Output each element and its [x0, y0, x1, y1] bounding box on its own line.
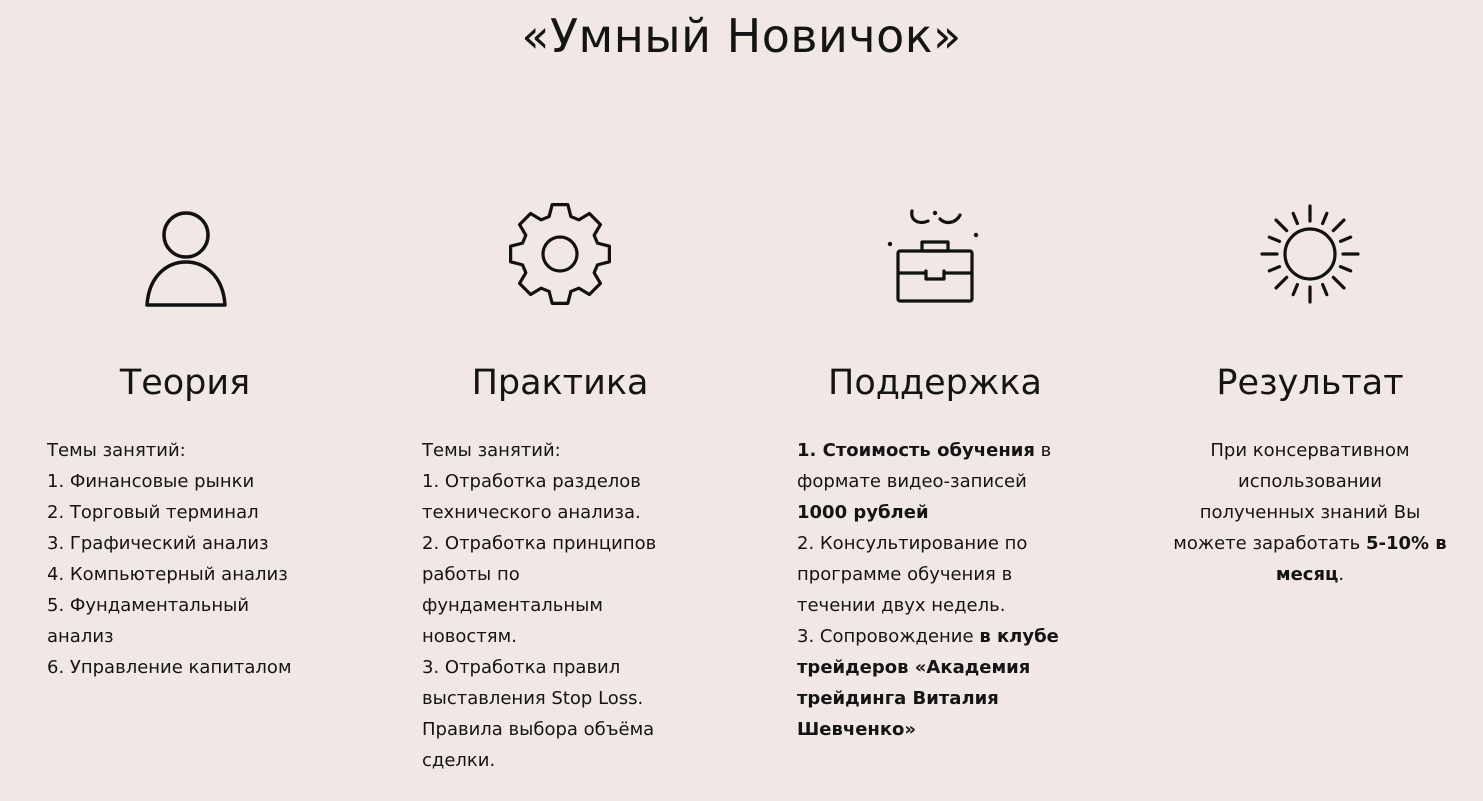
- sun-ray: [1340, 237, 1350, 241]
- body-line: 2. Торговый терминал: [47, 502, 259, 523]
- body-line: 3. Отработка правил: [422, 657, 621, 678]
- body-line: программе обучения в: [797, 564, 1013, 585]
- user-icon-wrap: [35, 190, 335, 318]
- body-line: анализ: [47, 626, 114, 647]
- body-line: 6. Управление капиталом: [47, 657, 292, 678]
- body-bold: Шевченко»: [797, 719, 917, 740]
- body-bold: 1000 рублей: [797, 502, 929, 523]
- sun-ray: [1340, 267, 1350, 271]
- body-bold: трейдинга Виталия: [797, 688, 999, 709]
- column-heading: Поддержка: [828, 363, 1042, 403]
- body-line: сделки.: [422, 750, 496, 771]
- body-line: 4. Компьютерный анализ: [47, 564, 288, 585]
- page-title: «Умный Новичок»: [521, 9, 962, 63]
- sun-ray: [1293, 284, 1297, 294]
- briefcase-icon-wrap: [785, 190, 1085, 318]
- user-icon: [135, 199, 235, 309]
- body-text: 3. Сопровождение: [797, 626, 980, 647]
- body-line: [797, 497, 1077, 528]
- column-heading: Теория: [119, 363, 251, 403]
- body-line: [1165, 559, 1455, 590]
- body-line: Темы занятий:: [47, 440, 186, 461]
- column-heading: Практика: [471, 363, 649, 403]
- body-line: [797, 621, 1077, 652]
- body-line: новостям.: [422, 626, 517, 647]
- body-line: При консервативном: [1210, 440, 1410, 461]
- feature-column-theory: [35, 190, 335, 678]
- feature-column-practice: [410, 190, 710, 771]
- body-line: фундаментальным: [422, 595, 603, 616]
- sun-ray: [1333, 220, 1344, 231]
- sun-ray: [1276, 277, 1287, 288]
- sun-icon: [1255, 199, 1365, 309]
- column-heading: Результат: [1216, 363, 1404, 403]
- body-text: .: [1338, 564, 1345, 585]
- body-line: Правила выбора объёма: [422, 719, 655, 740]
- body-line: [1165, 528, 1455, 559]
- body-line: формате видео-записей: [797, 471, 1027, 492]
- sun-ray: [1323, 284, 1327, 294]
- sun-ray: [1293, 213, 1297, 223]
- body-line: Темы занятий:: [422, 440, 561, 461]
- body-bold: в клубе: [979, 626, 1059, 647]
- feature-column-result: [1160, 190, 1460, 585]
- sun-icon-wrap: [1160, 190, 1460, 318]
- body-line: 2. Консультирование по: [797, 533, 1028, 554]
- sun-ray: [1333, 277, 1344, 288]
- sun-ray: [1269, 267, 1279, 271]
- column-body: [422, 435, 702, 776]
- body-line: 1. Отработка разделов: [422, 471, 641, 492]
- body-line: 3. Графический анализ: [47, 533, 269, 554]
- body-line: течении двух недель.: [797, 595, 1006, 616]
- body-bold: 5-10% в: [1365, 533, 1447, 554]
- sun-ray: [1269, 237, 1279, 241]
- sun-ray: [1276, 220, 1287, 231]
- body-text: в: [1034, 440, 1052, 461]
- body-bold: месяц: [1275, 564, 1339, 585]
- body-line: 1. Финансовые рынки: [47, 471, 255, 492]
- feature-column-support: [785, 190, 1085, 740]
- column-body: [47, 435, 327, 683]
- body-line: 2. Отработка принципов: [422, 533, 657, 554]
- body-line: использовании: [1238, 471, 1382, 492]
- gear-icon-wrap: [410, 190, 710, 318]
- gear-icon: [505, 199, 615, 309]
- column-body: [797, 435, 1077, 745]
- body-line: технического анализа.: [422, 502, 641, 523]
- body-line: полученных знаний Вы: [1199, 502, 1421, 523]
- body-bold: 1. Стоимость обучения: [797, 440, 1035, 461]
- body-line: работы по: [422, 564, 520, 585]
- sun-ray: [1323, 213, 1327, 223]
- briefcase-icon: [880, 199, 990, 309]
- column-body: [1165, 435, 1455, 590]
- body-bold: трейдеров «Академия: [797, 657, 1031, 678]
- body-line: [797, 652, 1077, 683]
- body-text: можете заработать: [1173, 533, 1366, 554]
- body-line: [797, 683, 1077, 714]
- body-line: 5. Фундаментальный: [47, 595, 250, 616]
- body-line: [797, 435, 1077, 466]
- body-line: выставления Stop Loss.: [422, 688, 644, 709]
- body-line: [797, 714, 1077, 745]
